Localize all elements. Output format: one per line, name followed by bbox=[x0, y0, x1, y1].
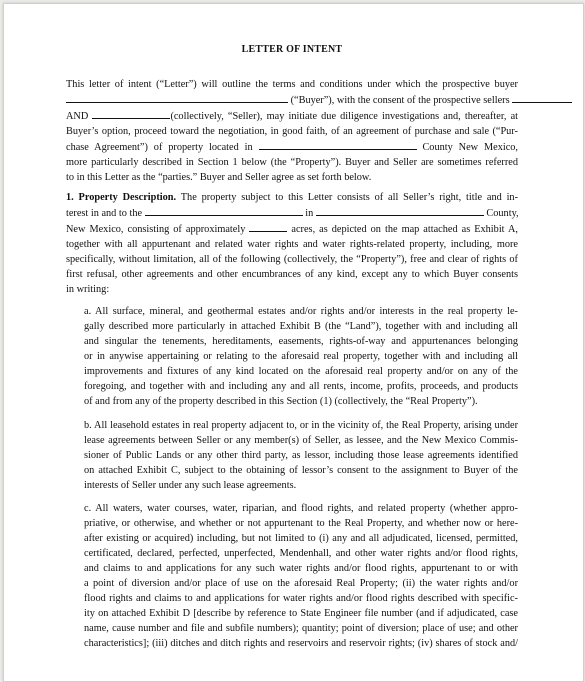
section-heading: 1. Property Description. bbox=[66, 192, 177, 203]
text-span: New Mexico, consisting of approximately bbox=[66, 224, 246, 235]
text-line: after existing or acquired) including, but not limited to (i) any and all adjudicated, licensed, permitted, bbox=[84, 533, 518, 544]
item-c-paragraph bbox=[66, 501, 518, 651]
text-line: and claims to and applications for any such water rights and/or flood rights, appurtenant to or with bbox=[84, 563, 518, 574]
blank-field-property-name[interactable] bbox=[145, 205, 303, 216]
text-line: together with all appurtenant and related water rights and water rights-related property, including, more bbox=[66, 239, 518, 250]
blank-field-county[interactable] bbox=[316, 205, 484, 216]
text-span: County New Mexico, bbox=[422, 142, 518, 153]
text-line: lease agreements between Seller or any member(s) of Seller, as lessee, and the New Mexico Commis- bbox=[84, 435, 518, 446]
text-span: (“Buyer”), with the consent of the prospective sellers bbox=[290, 95, 510, 106]
text-line bbox=[66, 108, 518, 124]
text-line: first refusal, other agreements and other encumbrances of any kind, except any to which Buyer consents bbox=[66, 269, 518, 280]
text-line bbox=[66, 92, 518, 108]
blank-field-location[interactable] bbox=[259, 139, 417, 150]
page-title: LETTER OF INTENT bbox=[241, 44, 343, 55]
text-span: acres, as depicted on the map attached as Exhibit A, bbox=[291, 224, 519, 235]
blank-field-acres[interactable] bbox=[249, 221, 287, 232]
text-line: on attached Exhibit C, subject to the obtaining of lessor’s consent to the assignment to Buyer of the bbox=[84, 465, 518, 476]
text-span: terest in and to the bbox=[66, 208, 143, 219]
item-b-paragraph bbox=[66, 418, 518, 493]
text-line: b. All leasehold estates in real property adjacent to, or in the vicinity of, the Real Property, arising under bbox=[84, 420, 518, 431]
text-line: to in this Letter as the “parties.” Buyer and Seller agree as set forth below. bbox=[66, 172, 372, 183]
text-span: chase Agreement”) of property located in bbox=[66, 142, 253, 153]
text-line: This letter of intent (“Letter”) will outline the terms and conditions under which the prospective buyer bbox=[66, 79, 518, 90]
text-span: The property subject to this Letter consists of all Seller’s right, title and in- bbox=[180, 192, 519, 203]
text-line: in writing: bbox=[66, 284, 110, 295]
text-line: certificated, declared, perfected, unperfected, Mendenhall, and other water rights and/or flood rights, bbox=[84, 548, 518, 559]
blank-field-buyer[interactable] bbox=[66, 92, 288, 103]
text-span: in bbox=[305, 208, 314, 219]
text-line: interests of Seller under any such lease agreements. bbox=[84, 480, 297, 491]
text-line: name, cause number and file and subfile numbers); quantity; point of diversion; place of use; and other bbox=[84, 623, 518, 634]
text-line bbox=[66, 139, 518, 155]
text-line: ity on attached Exhibit D [describe by reference to State Engineer file number (and if adjudicated, case bbox=[84, 608, 518, 619]
text-line bbox=[66, 205, 518, 221]
text-span: (collectively, “Seller), may initiate due diligence investigations and, thereafter, at bbox=[170, 111, 518, 122]
text-line: characteristics]; (iii) ditches and ditch rights and reservoirs and reservoir rights; (iv) shares of stock and/ bbox=[84, 638, 518, 649]
intro-paragraph bbox=[66, 77, 518, 185]
text-span: County, bbox=[486, 208, 519, 219]
text-line: flood rights and claims to and applications for water rights and/or flood rights described with specific- bbox=[84, 593, 518, 604]
text-line: c. All waters, water courses, water, riparian, and flood rights, and related property (whether appro- bbox=[84, 503, 518, 514]
text-line: more particularly described in Section 1 below (the “Property”). Buyer and Seller are sometimes referred bbox=[66, 157, 518, 168]
document-page bbox=[3, 3, 584, 682]
blank-field-seller-1[interactable] bbox=[512, 92, 572, 103]
text-line: a point of diversion and/or place of use on the aforesaid Real Property; (ii) the water rights and/or bbox=[84, 578, 518, 589]
text-line: of and from any of the property described in this Section (1) (collectively, the “Real Property”). bbox=[84, 396, 478, 407]
text-line: gally described more particularly in attached Exhibit B (the “Land”), together with and including all bbox=[84, 321, 518, 332]
text-line bbox=[66, 221, 518, 237]
text-line: or in anywise appertaining or relating to the aforesaid real property, together with and including all bbox=[84, 351, 518, 362]
text-line bbox=[66, 190, 518, 205]
text-line: Buyer’s option, proceed toward the negotiation, in good faith, of an agreement of purchase and sale (“Pur- bbox=[66, 126, 518, 137]
text-line: specifically, without limitation, all of the following (collectively, the “Property”), free and clear of rights of bbox=[66, 254, 518, 265]
text-line: and singular the tenements, hereditaments, easements, rights-of-way and appurtenances belonging bbox=[84, 336, 518, 347]
text-span: AND bbox=[66, 111, 89, 122]
text-line: sioner of Public Lands or any other third party, as lessor, including those lease agreements identified bbox=[84, 450, 518, 461]
blank-field-seller-2[interactable] bbox=[92, 108, 170, 119]
text-line: priative, or otherwise, and whether or not appurtenant to the Real Property, and whether now or here- bbox=[84, 518, 518, 529]
text-line: a. All surface, mineral, and geothermal estates and/or rights and/or interests in the real property le- bbox=[84, 306, 518, 317]
text-line: improvements and fixtures of any kind located on the aforesaid real property and/or on any of the bbox=[84, 366, 518, 377]
section-1-paragraph bbox=[66, 190, 518, 297]
item-a-paragraph bbox=[66, 304, 518, 409]
text-line: foregoing, and together with and including any and all rents, income, profits, proceeds, and products bbox=[84, 381, 518, 392]
